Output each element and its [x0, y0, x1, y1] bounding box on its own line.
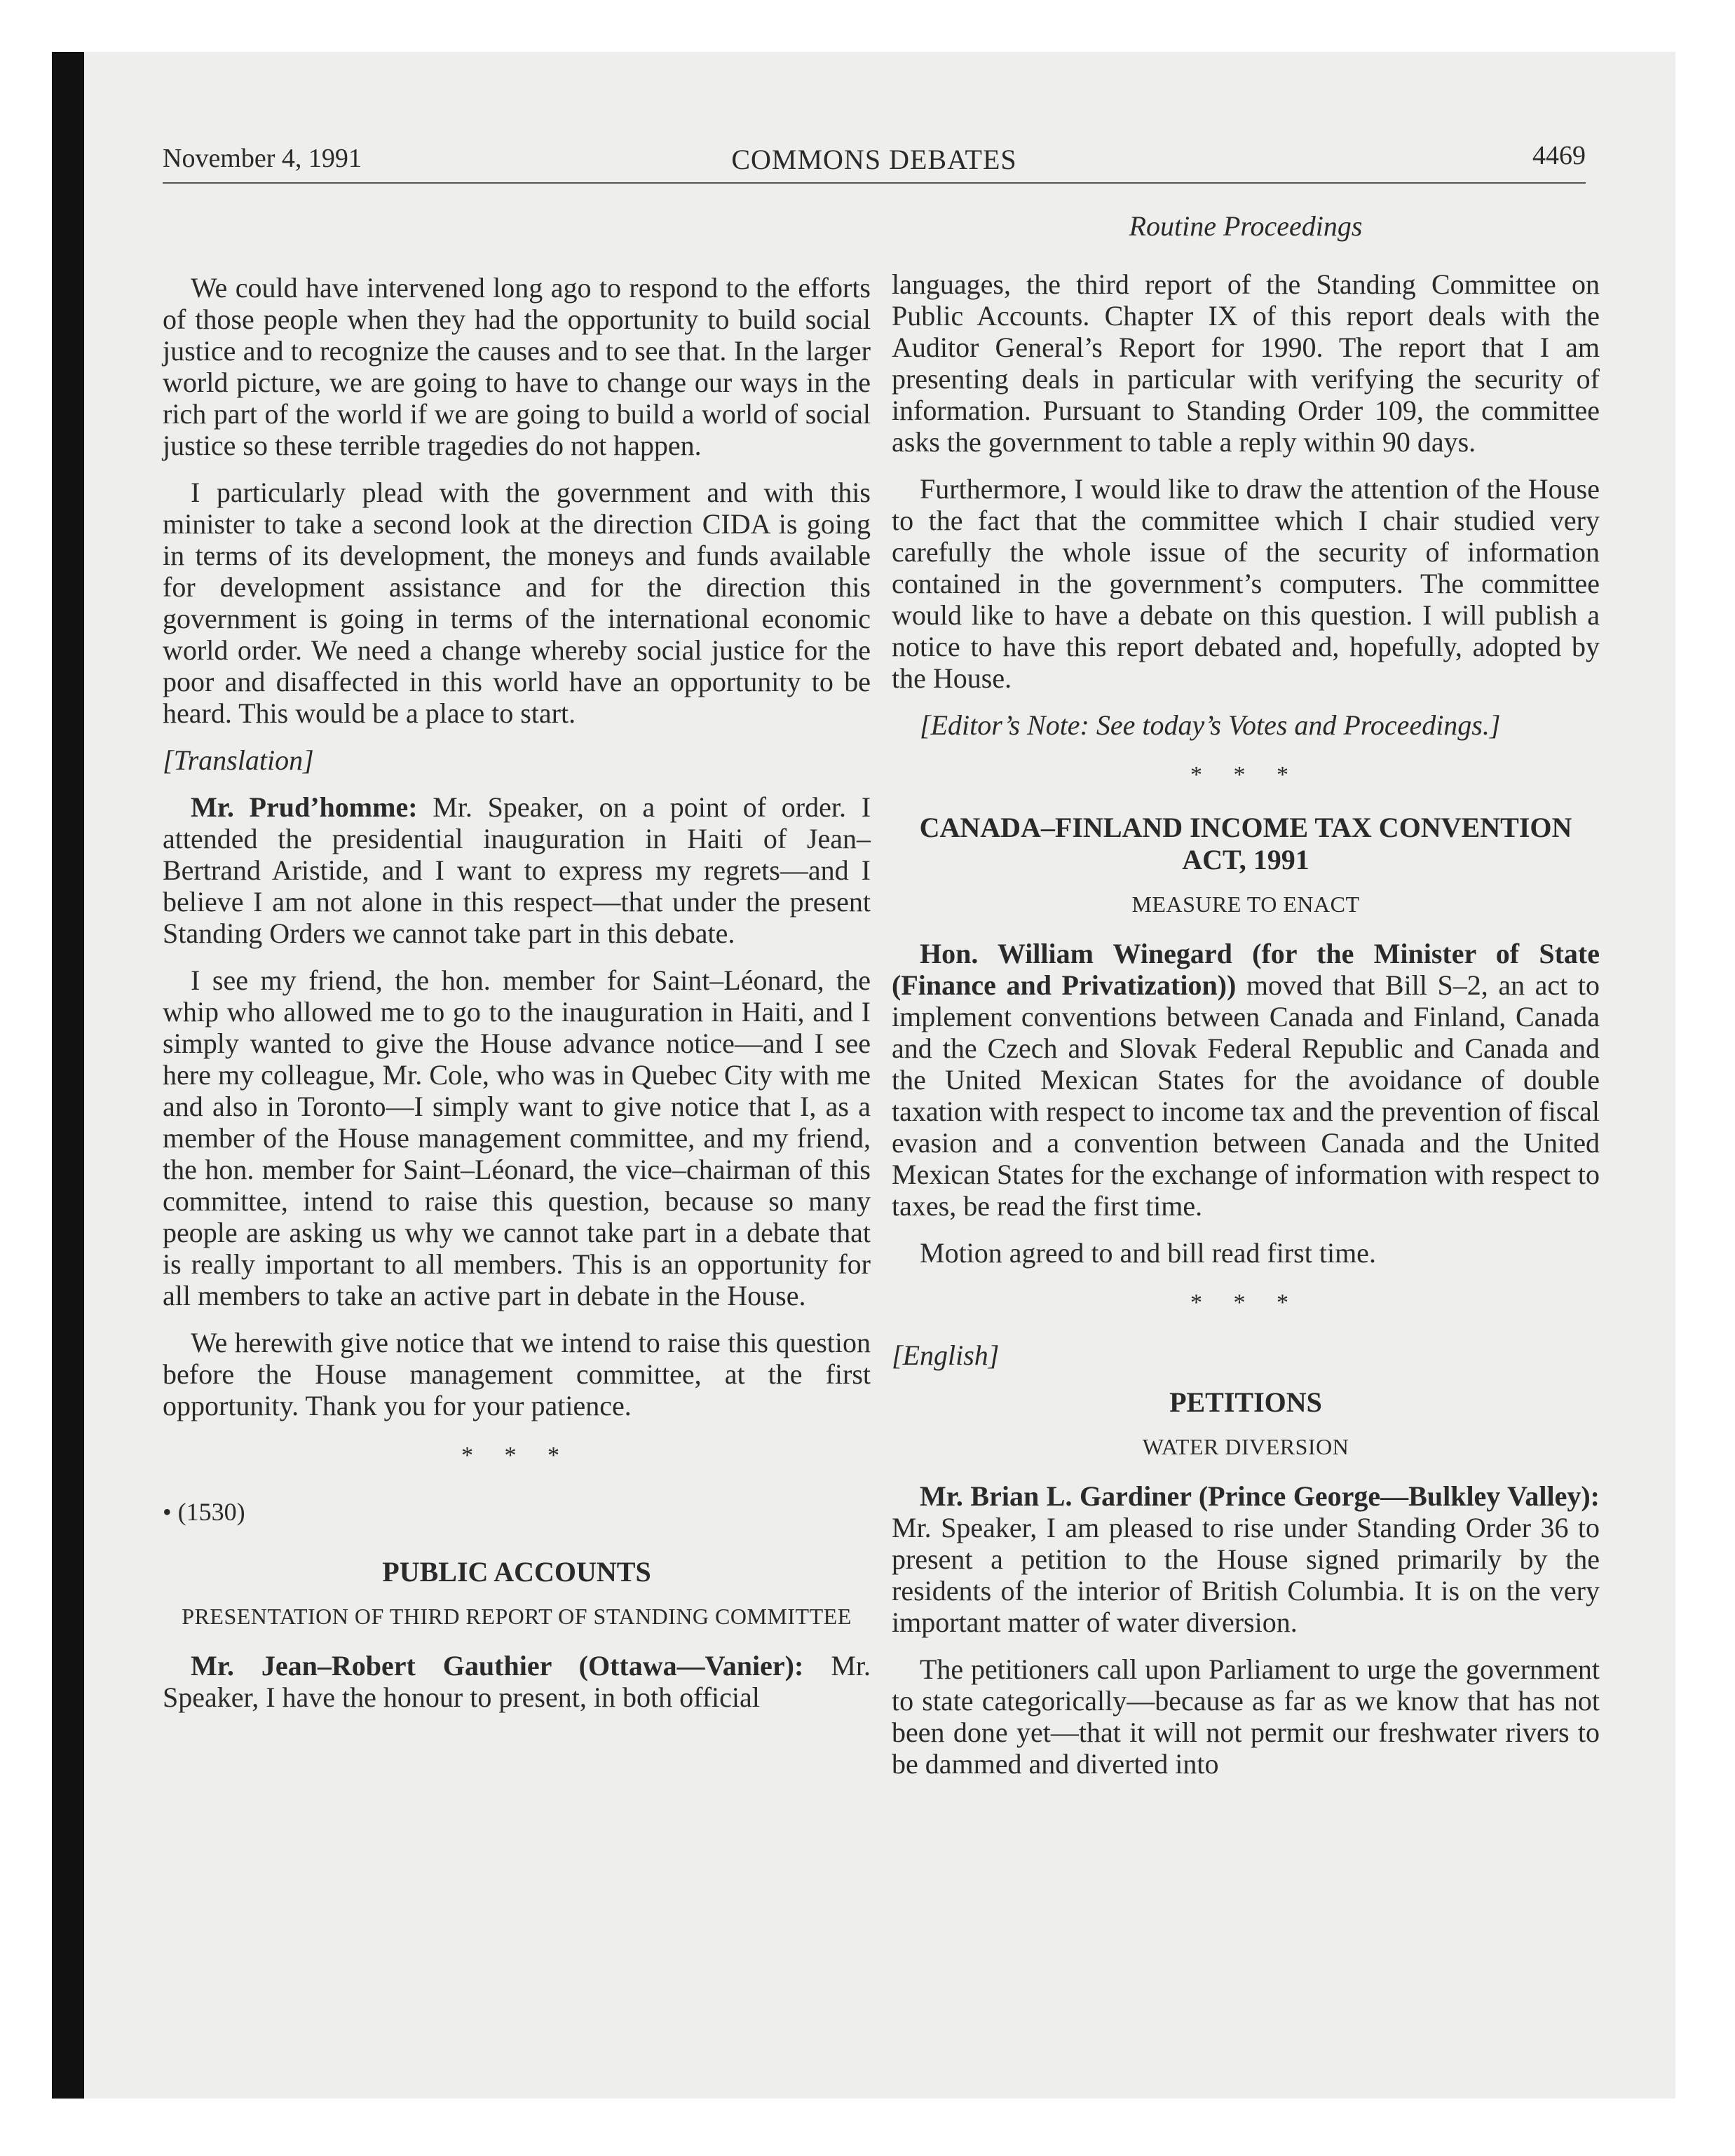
speaker-name: Mr. Prud’homme:: [191, 791, 418, 823]
right-column: [892, 210, 1600, 1795]
paragraph: languages, the third report of the Standing Committee on Public Accounts. Chapter IX of this report deals with the Auditor General’s Report for 1990. The report that I am presenting deals in particular with verifying the security of information. Pursuant to Standing Order 109, the committee asks the government to table a reply within 90 days.: [892, 268, 1600, 458]
paragraph: Furthermore, I would like to draw the attention of the House to the fact that the committee which I chair studied very carefully the whole issue of the security of information contained in the government’s computers. The committee would like to have a debate on this question. I will publish a notice to have this report debated and, hopefully, adopted by the House.: [892, 473, 1600, 694]
paragraph: We herewith give notice that we intend to raise this question before the House management committee, at the first opportunity. Thank you for your patience.: [163, 1327, 871, 1421]
speech-text: moved that Bill S–2, an act to implement conventions between Canada and Finland, Canada and the Czech and Slovak Federal Republic and Canada and the United Mexican States for the avoidance of double taxation with respect to income tax and the prevention of fiscal evasion and a convention between Canada and the United Mexican States for the exchange of information with respect to taxes, be read the first time.: [892, 969, 1600, 1222]
section-heading: PUBLIC ACCOUNTS: [382, 1556, 651, 1588]
section-separator: * * *: [1190, 1290, 1301, 1316]
language-tag: [English]: [892, 1339, 1000, 1371]
left-column: [163, 272, 871, 1728]
paragraph: We could have intervened long ago to respond to the efforts of those people when they had the opportunity to build social justice and to recognize the causes and to see that. In the larger world picture, we are going to have to change our ways in the rich part of the world if we are going to build a world of social justice so these terrible tragedies do not happen.: [163, 272, 871, 461]
section-heading: CANADA–FINLAND INCOME TAX CONVENTION ACT, 1991: [919, 812, 1572, 875]
paragraph: [892, 938, 1600, 1222]
speech-text: Mr. Speaker, I have the honour to present, in both official: [163, 1650, 871, 1713]
language-tag: [Translation]: [163, 744, 314, 776]
speaker-name: Mr. Jean–Robert Gauthier (Ottawa—Vanier):: [191, 1650, 804, 1681]
paragraph: I particularly plead with the government and with this minister to take a second look at the direction CIDA is going in terms of its development, the moneys and funds available for development assistance and for the direction this government is going in terms of the international economic world order. We need a change whereby social justice for the poor and disaffected in this world have an opportunity to be heard. This would be a place to start.: [163, 477, 871, 729]
paragraph: The petitioners call upon Parliament to urge the government to state categorically—because as far as we know that has not been done yet—that it will not permit our freshwater rivers to be dammed and diverted into: [892, 1653, 1600, 1780]
scan-edge: [52, 52, 84, 2099]
speaker-name: Hon. William Winegard (for the Minister of State (Finance and Privatization)): [892, 938, 1600, 1001]
paragraph: [163, 1650, 871, 1713]
header-page-number: 4469: [1532, 141, 1586, 170]
editors-note: [Editor’s Note: See today’s Votes and Proceedings.]: [920, 709, 1501, 741]
paragraph: [163, 791, 871, 949]
section-subheading: MEASURE TO ENACT: [1131, 892, 1360, 917]
section-separator: * * *: [1190, 762, 1301, 788]
section-subheading: PRESENTATION OF THIRD REPORT OF STANDING COMMITTEE: [182, 1604, 852, 1629]
paragraph: [892, 1480, 1600, 1638]
paragraph: Motion agreed to and bill read first time.: [920, 1237, 1376, 1269]
running-head: Routine Proceedings: [1129, 210, 1363, 242]
paragraph: I see my friend, the hon. member for Saint–Léonard, the whip who allowed me to go to the inauguration in Haiti, and I simply wanted to give the House advance notice—and I see here my colleague, Mr. Cole, who was in Quebec City with me and also in Toronto—I simply want to give notice that I, as a member of the House management committee, and my friend, the hon. member for Saint–Léonard, the vice–chairman of this committee, intend to raise this question, because so many people are asking us why we cannot take part in a debate that is really important to all members. This is an opportunity for all members to take an active part in debate in the House.: [163, 964, 871, 1311]
page-header: [163, 137, 1586, 184]
speech-text: Mr. Speaker, I am pleased to rise under Standing Order 36 to present a petition to the House signed primarily by the residents of the interior of British Columbia. It is on the very important matter of water diversion.: [892, 1512, 1600, 1638]
section-heading: PETITIONS: [1169, 1386, 1322, 1418]
speaker-name: Mr. Brian L. Gardiner (Prince George—Bulkley Valley):: [920, 1480, 1600, 1512]
header-publication: COMMONS DEBATES: [731, 144, 1017, 175]
header-date: November 4, 1991: [163, 144, 362, 173]
section-separator: * * *: [461, 1442, 572, 1468]
speech-text: Mr. Speaker, on a point of order. I attended the presidential inauguration in Haiti of Jean–Bertrand Aristide, and I want to express my regrets—and I believe I am not alone in this respect—that under the present Standing Orders we cannot take part in this debate.: [163, 791, 871, 949]
section-subheading: WATER DIVERSION: [1142, 1434, 1349, 1459]
time-marker: • (1530): [163, 1498, 245, 1526]
